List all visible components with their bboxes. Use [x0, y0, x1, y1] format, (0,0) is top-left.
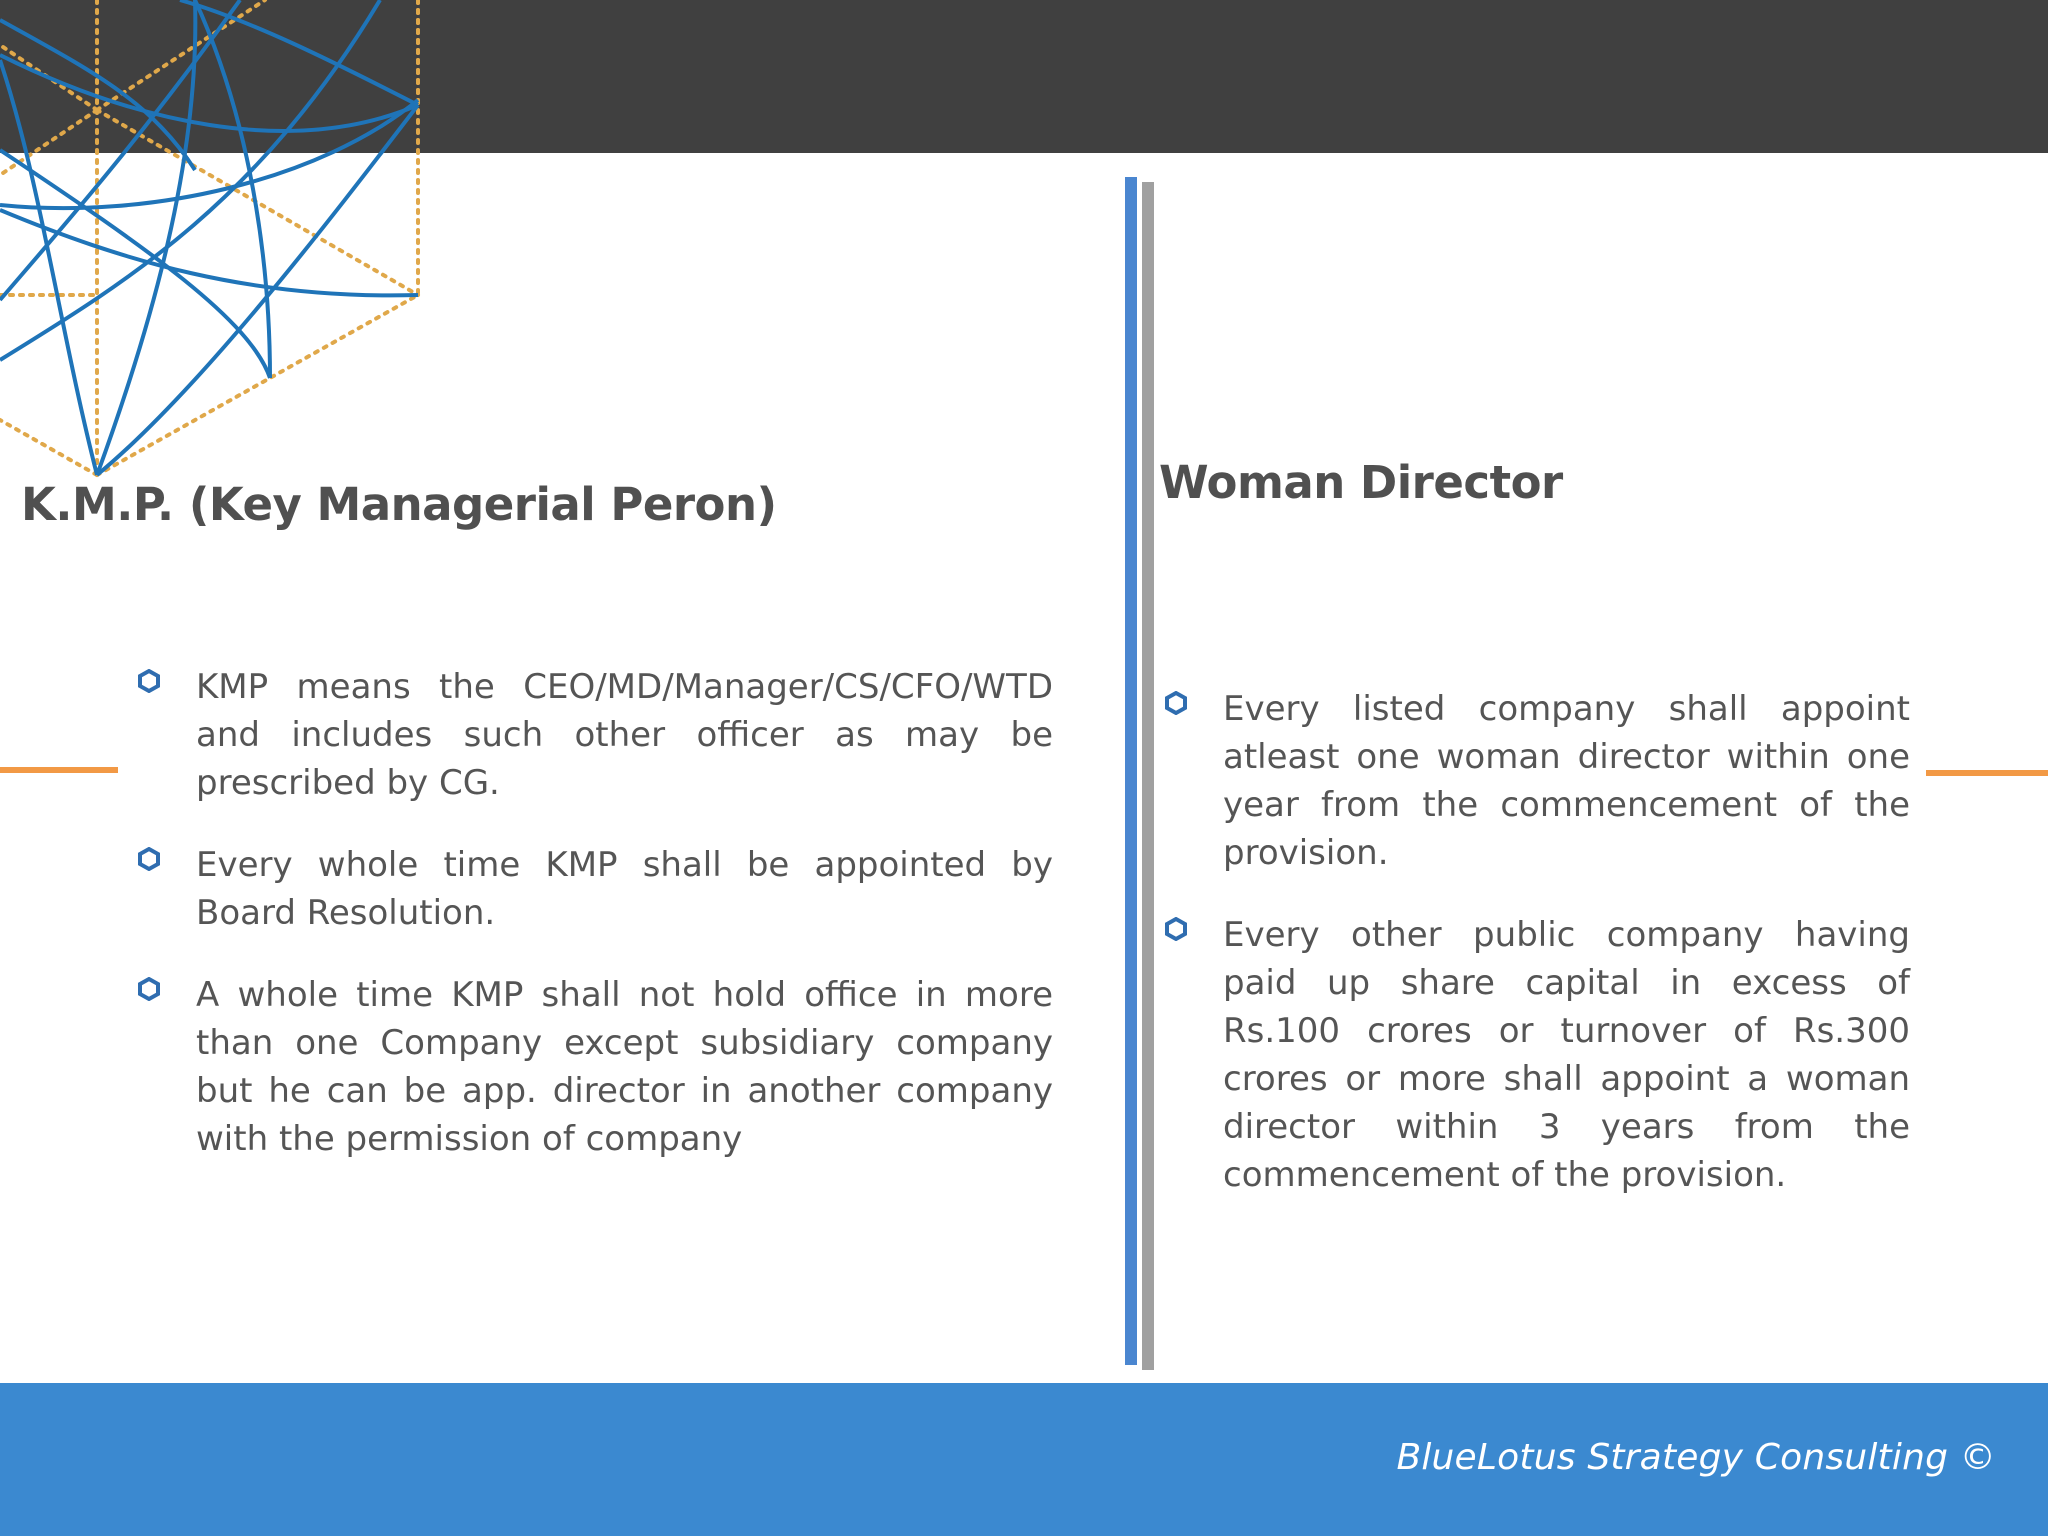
lotus-geometric-logo: [0, 0, 430, 480]
footer-copyright: BlueLotus Strategy Consulting ©: [1396, 1437, 1996, 1478]
kmp-bullet-list: [138, 663, 1053, 1197]
accent-line-right: [1926, 770, 2048, 776]
list-item-text: Every other public company having paid up share capital in excess of Rs.100 crores or turnover of Rs.300 crores or more shall appoint a woman director within 3 years from the commencement of the provision.: [1223, 915, 1910, 1195]
list-item-text: Every whole time KMP shall be appointed by Board Resolution.: [196, 845, 1053, 933]
hexagon-outline-icon: [138, 977, 160, 1001]
list-item: [138, 663, 1053, 807]
hexagon-outline-icon: [1165, 917, 1187, 941]
hexagon-outline-icon: [138, 847, 160, 871]
list-item: [1165, 911, 1910, 1199]
list-item-text: KMP means the CEO/MD/Manager/CS/CFO/WTD and includes such other officer as may be prescribed by CG.: [196, 667, 1053, 803]
accent-line-left: [0, 767, 118, 773]
woman-director-bullet-list: [1165, 685, 1910, 1233]
list-item: [138, 841, 1053, 937]
hexagon-outline-icon: [138, 669, 160, 693]
kmp-heading: K.M.P. (Key Managerial Peron): [21, 478, 777, 531]
divider-blue: [1125, 177, 1137, 1365]
list-item: [1165, 685, 1910, 877]
list-item: [138, 971, 1053, 1163]
list-item-text: A whole time KMP shall not hold office in more than one Company except subsidiary company but he can be app. director in another company with the permission of company: [196, 975, 1053, 1159]
list-item-text: Every listed company shall appoint atleast one woman director within one year from the commencement of the provision.: [1223, 689, 1910, 873]
hexagon-outline-icon: [1165, 691, 1187, 715]
woman-director-heading: Woman Director: [1159, 456, 1563, 509]
divider-grey: [1142, 182, 1154, 1370]
